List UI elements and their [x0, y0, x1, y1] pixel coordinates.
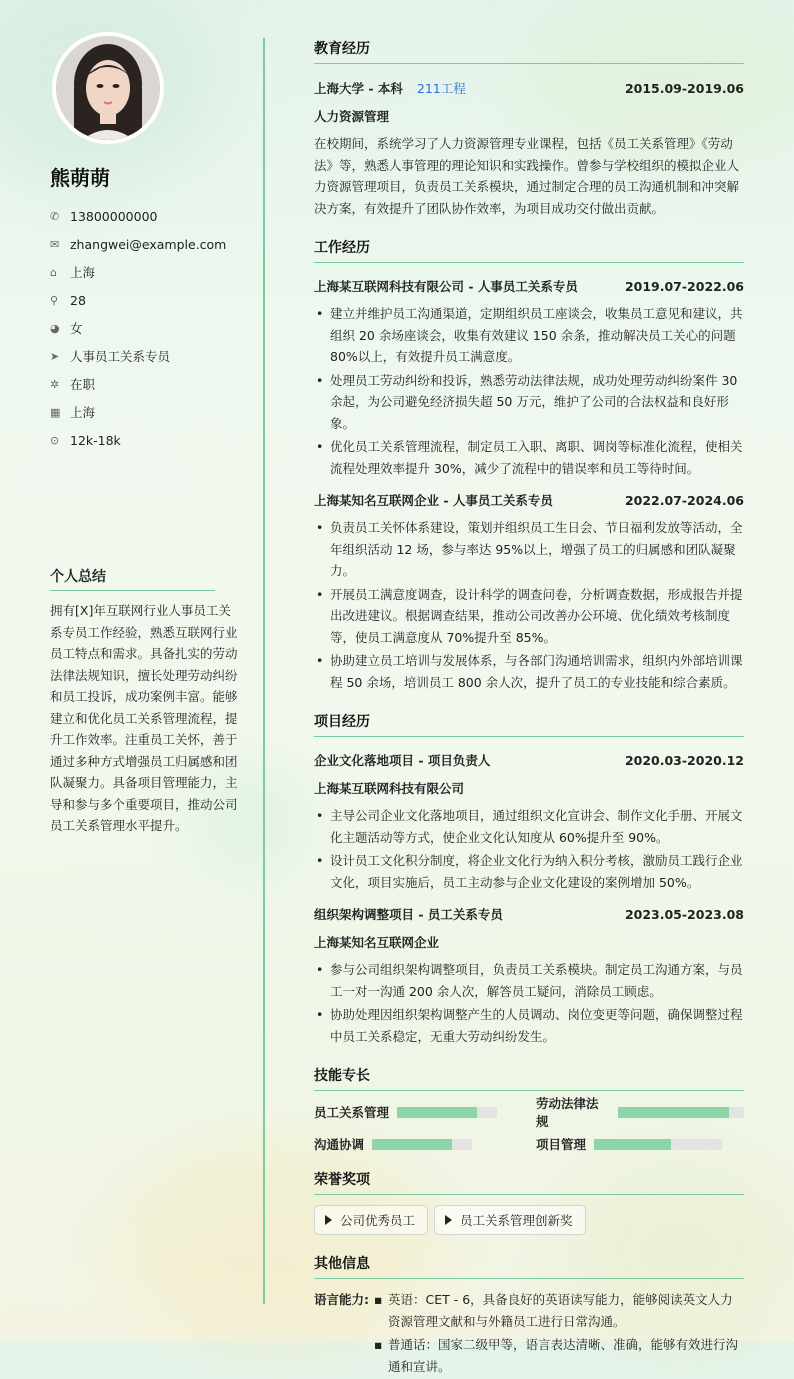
skill-name: 劳动法律法规 [536, 1096, 599, 1129]
skill-bar [397, 1107, 497, 1118]
project-list [314, 751, 744, 1047]
skill-item [536, 1096, 744, 1129]
skill-name: 沟通协调 [314, 1137, 365, 1152]
job-bullet: • 优化员工关系管理流程，制定员工入职、离职、调岗等标准化流程，使相关流程处理效率提升 30%，减少了流程中的错误率和员工等待时间。 [314, 436, 744, 479]
status-icon: ✲ [50, 377, 60, 391]
skill-name: 项目管理 [536, 1137, 587, 1152]
skill-bar-fill [594, 1139, 671, 1150]
contact-text: 在职 [70, 377, 96, 392]
contact-item [50, 426, 250, 454]
contact-text: 人事员工关系专员 [70, 349, 171, 364]
project-name: 组织架构调整项目 - 员工关系专员 [314, 907, 503, 922]
job-date: 2019.07-2022.06 [624, 278, 744, 294]
contact-item [50, 286, 250, 314]
contact-item [50, 230, 250, 258]
project-header [314, 905, 744, 923]
award-label: 公司优秀员工 [340, 1213, 416, 1228]
project-company: 上海某互联网科技有限公司 [314, 781, 465, 796]
contact-item [50, 342, 250, 370]
language-list [372, 1289, 744, 1379]
language-item: ▪ 普通话：国家二级甲等，语言表达清晰、准确，能够有效进行沟通和宣讲。 [372, 1334, 744, 1377]
language-item: ▪ 英语：CET - 6，具备良好的英语读写能力，能够阅读英文人力资源管理文献和与外籍员工进行日常沟通。 [372, 1289, 744, 1332]
contact-text: 12k-18k [70, 432, 121, 448]
project-bullet: • 设计员工文化积分制度，将企业文化行为纳入积分考核，激励员工践行企业文化，项目实施后，员工主动参与企业文化建设的案例增加 50%。 [314, 850, 744, 893]
project-header [314, 751, 744, 769]
home-icon: ⌂ [50, 265, 57, 279]
job-header [314, 491, 744, 509]
education-tag: 211工程 [416, 81, 466, 96]
phone-icon: ✆ [50, 209, 60, 223]
award-list [314, 1205, 744, 1235]
play-icon [445, 1215, 452, 1225]
summary-title: 个人总结 [50, 566, 215, 591]
avatar [52, 32, 164, 144]
education-title: 教育经历 [314, 38, 744, 64]
skill-list [314, 1096, 744, 1155]
project-date: 2023.05-2023.08 [624, 906, 744, 922]
skill-row [314, 1096, 744, 1129]
contact-text: 上海 [70, 405, 96, 420]
gender-icon: ◕ [50, 321, 60, 335]
job-bullet: • 开展员工满意度调查，设计科学的调查问卷，分析调查数据，形成报告并提出改进建议。根据调查结果，推动公司改善办公环境、优化绩效考核制度等，使员工满意度从 70%提升至 85%。 [314, 584, 744, 649]
job-date: 2022.07-2024.06 [624, 492, 744, 508]
contact-text: 女 [70, 321, 83, 336]
skill-item [536, 1133, 744, 1155]
skill-bar [372, 1139, 472, 1150]
job-bullets [314, 517, 744, 693]
skill-bar-fill [372, 1139, 452, 1150]
project-bullet: • 参与公司组织架构调整项目，负责员工关系模块。制定员工沟通方案，与员工一对一沟通 200 余人次，解答员工疑问，消除员工顾虑。 [314, 959, 744, 1002]
job-bullets [314, 303, 744, 479]
skill-name: 员工关系管理 [314, 1105, 390, 1120]
contact-text: 上海 [70, 265, 96, 280]
project-bullets [314, 805, 744, 893]
skills-title: 技能专长 [314, 1065, 744, 1091]
job-bullet: • 建立并维护员工沟通渠道，定期组织员工座谈会，收集员工意见和建议，共组织 20 余场座谈会，收集有效建议 150 余条，推动解决员工关心的问题 80%以上，有效提升员工满意度。 [314, 303, 744, 368]
project-company: 上海某知名互联网企业 [314, 935, 440, 950]
contact-text: 13800000000 [70, 208, 158, 224]
language-label: 语言能力: [314, 1292, 369, 1307]
education-desc: 在校期间，系统学习了人力资源管理专业课程，包括《员工关系管理》《劳动法》等，熟悉人事管理的理论知识和实践操作。曾参与学校组织的模拟企业人力资源管理项目，负责员工关系模块，通过制定合理的员工沟通机制和冲突解决方案，有效提升了团队协作效率，为项目成功交付做出贡献。 [314, 136, 740, 216]
skill-bar [618, 1107, 744, 1118]
award-badge [434, 1205, 586, 1235]
contact-item [50, 370, 250, 398]
profile-name: 熊萌萌 [50, 166, 110, 190]
education-date: 2015.09-2019.06 [624, 80, 744, 96]
main-content [314, 38, 744, 1379]
contact-item [50, 398, 250, 426]
project-bullet: • 主导公司企业文化落地项目，通过组织文化宣讲会、制作文化手册、开展文化主题活动等方式，使企业文化认知度从 60%提升至 90%。 [314, 805, 744, 848]
age-icon: ⚲ [50, 293, 59, 307]
work-title: 工作经历 [314, 237, 744, 263]
project-name: 企业文化落地项目 - 项目负责人 [314, 753, 491, 768]
education-school: 上海大学 - 本科 [314, 81, 403, 96]
other-title: 其他信息 [314, 1253, 744, 1279]
play-icon [325, 1215, 332, 1225]
job-company: 上海某互联网科技有限公司 - 人事员工关系专员 [314, 279, 578, 294]
contact-info-list [50, 202, 250, 454]
job-bullet: • 协助建立员工培训与发展体系，与各部门沟通培训需求，组织内外部培训课程 50 余场，培训员工 800 余人次，提升了员工的专业技能和综合素质。 [314, 650, 744, 693]
salary-icon: ⊙ [50, 433, 60, 447]
project-bullets [314, 959, 744, 1047]
sidebar [0, 0, 262, 1342]
projects-title: 项目经历 [314, 711, 744, 737]
education-major: 人力资源管理 [314, 109, 390, 124]
summary-text: 拥有[X]年互联网行业人事员工关系专员工作经验，熟悉互联网行业员工特点和需求。具备扎实的劳动法律法规知识，擅长处理劳动纠纷和员工投诉，成功案例丰富。能够建立和优化员工关系管理流程，提升工作效率。注重员工关怀，善于通过多种方式增强员工归属感和团队凝聚力。具备项目管理能力，主导和参与多个重要项目，推动公司员工关系管理水平提升。 [50, 603, 238, 833]
award-badge [314, 1205, 428, 1235]
awards-title: 荣誉奖项 [314, 1169, 744, 1195]
contact-item [50, 258, 250, 286]
skill-bar-fill [397, 1107, 477, 1118]
job-bullet: • 负责员工关怀体系建设，策划并组织员工生日会、节日福利发放等活动，全年组织活动 12 场，参与率达 95%以上，增强了员工的归属感和团队凝聚力。 [314, 517, 744, 582]
award-label: 员工关系管理创新奖 [460, 1213, 573, 1228]
language-section [314, 1289, 744, 1379]
contact-item [50, 314, 250, 342]
job-company: 上海某知名互联网企业 - 人事员工关系专员 [314, 493, 553, 508]
job-icon: ➤ [50, 349, 60, 363]
contact-text: zhangwei@example.com [70, 236, 227, 252]
skill-row [314, 1133, 744, 1155]
email-icon: ✉ [50, 237, 60, 251]
skill-bar-fill [618, 1107, 729, 1118]
job-header [314, 277, 744, 295]
job-bullet: • 处理员工劳动纠纷和投诉，熟悉劳动法律法规，成功处理劳动纠纷案件 30 余起，为公司避免经济损失超 50 万元，维护了公司的合法权益和良好形象。 [314, 370, 744, 435]
avatar-portrait [56, 36, 160, 140]
work-list [314, 277, 744, 693]
project-bullet: • 协助处理因组织架构调整产生的人员调动、岗位变更等问题，确保调整过程中员工关系稳定，无重大劳动纠纷发生。 [314, 1004, 744, 1047]
skill-bar [594, 1139, 722, 1150]
contact-text: 28 [70, 292, 86, 308]
project-date: 2020.03-2020.12 [624, 752, 744, 768]
skill-item [314, 1133, 522, 1155]
column-divider [263, 38, 265, 1304]
skill-item [314, 1101, 522, 1123]
contact-item [50, 202, 250, 230]
city-icon: ▦ [50, 405, 61, 419]
education-header [314, 79, 744, 97]
